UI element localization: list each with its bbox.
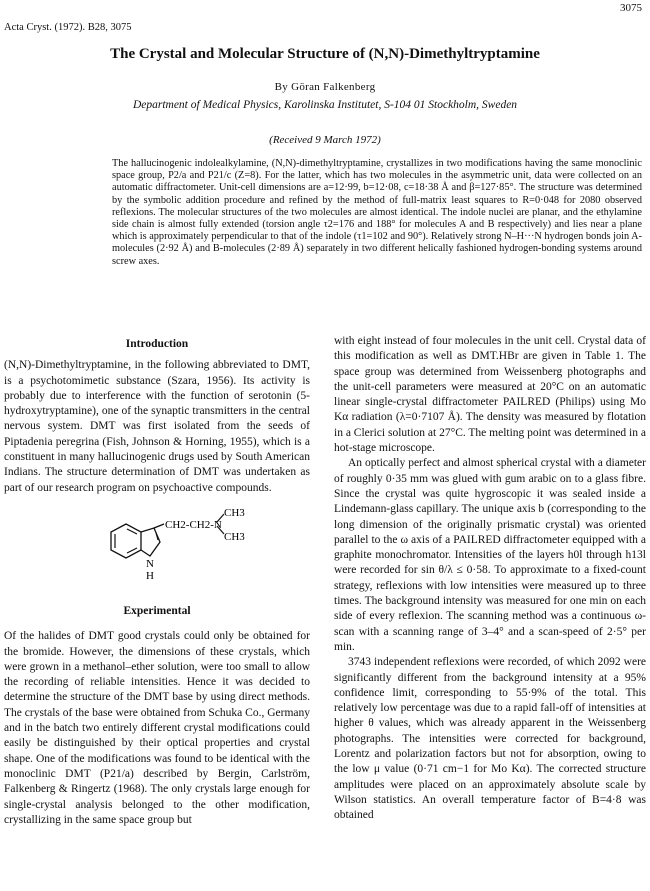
- affiliation: Department of Medical Physics, Karolinska Institutet, S-104 01 Stockholm, Sweden: [132, 99, 518, 111]
- methyl-label-bottom: CH3: [224, 530, 245, 543]
- received-date: (Received 9 March 1972): [269, 134, 381, 146]
- journal-citation: Acta Cryst. (1972). B28, 3075: [4, 22, 132, 33]
- author-line: By Göran Falkenberg: [274, 81, 376, 93]
- reflexion-statistics-paragraph: 3743 independent reflexions were recorded, of which 2092 were significantly different from the background intensity at a 95% confidence limit, corresponding to 55·9% of the total. This relatively low percentage was due to a rapid fall-off of intensities at higher θ values, which was already apparent in the Weissenberg photographs. The intensities were corrected for background, Lorentz and polarization factors but not for absorption, owing to the low μ value (0·71 cm−1 for Mo Kα). The corrected structure amplitudes were placed on an approximately absolute scale by Wilson statistics. An overall temperature factor of B=4·8 was obtained: [334, 656, 646, 822]
- side-chain-bond: [154, 524, 164, 528]
- abstract: The hallucinogenic indolealkylamine, (N,N)-dimethyltryptamine, crystallizes in two modifications having the same monoclinic space group, P2/a and P21/c (Z=8). For the latter, which has two molecules in the asymmetric unit, data were collected on an automatic diffractometer. Unit-cell dimensions are a=12·99, b=12·08, c=18·38 Å and β=127·85°. The structure was determined by the symbolic addition procedure and refined by the method of full-matrix least squares to R=0·048 for 2080 observed reflexions. The molecular structures of the two molecules are almost identical. The indole nuclei are planar, and the ethylamine side chain is almost fully extended (torsion angle τ2=176 and 188° for molecules A and B respectively) and lies near a plane which is approximately perpendicular to that of the indole (τ1=102 and 90°). Relatively strong N–H···N hydrogen bonds join A-molecules (2·92 Å) and B-molecules (2·89 Å) separately in two different helically fashioned hydrogen-bonding systems around screw axes.: [112, 158, 642, 267]
- side-chain-label: CH2-CH2-N: [165, 518, 222, 531]
- ring-nitrogen-label: N: [146, 557, 154, 570]
- methyl-label-top: CH3: [224, 506, 245, 519]
- right-column: [334, 334, 646, 824]
- ring-hydrogen-label: H: [146, 569, 154, 582]
- left-column: [4, 337, 310, 828]
- experimental-paragraph: Of the halides of DMT good crystals could only be obtained for the bromide. However, the dimensions of these crystals, which were grown in a methanol–ether solution, were too small to allow the recording of reliable intensities. Hence it was decided to determine the structure of the DMT base by using direct methods. The crystals of the base were obtained from Schuka Co., Germany and in the batch two entirely different crystal modifications could easily be distinguished by their optical properties and crystal shape. One of the modifications was found to be identical with the monoclinic DMT (P21/a) described by Bergin, Carlström, Falkenberg & Ringertz (1968). The only crystals large enough for single-crystal analysis belonged to the other modification, crystallizing in the same space group but: [4, 630, 310, 826]
- pyrrole-ring: [141, 528, 160, 556]
- structure-formula: [104, 504, 264, 590]
- page-number: 3075: [620, 2, 642, 14]
- experimental-heading: Experimental: [123, 604, 191, 617]
- paper-title: The Crystal and Molecular Structure of (N,N)-Dimethyltryptamine: [110, 46, 540, 62]
- introduction-paragraph: (N,N)-Dimethyltryptamine, in the following abbreviated to DMT, is a psychotomimetic substance (Szara, 1956). Its activity is probably due to interference with the function of serotonin (5-hydroxytryptamine), one of the synaptic transmitters in the central nervous system. DMT was first isolated from the seeds of Piptadenia peregrina (Fish, Johnson & Horning, 1955), which is a constituent in many hallucinogenic drugs used by South American Indians. The structure determination of DMT was undertaken as part of our research program on psychoactive compounds.: [4, 359, 310, 494]
- introduction-heading: Introduction: [125, 338, 189, 350]
- dmt-structure-diagram: [4, 504, 310, 590]
- crystal-data-paragraph: with eight instead of four molecules in the unit cell. Crystal data of this modification as well as DMT.HBr are given in Table 1. The space group was determined from Weissenberg photographs and the unit-cell parameters were measured at 20°C on an automatic linear single-crystal diffractometer PAILRED (Philips) using Mo Kα radiation (λ=0·7107 Å). The density was measured by flotation in a Clerici solution at 27°C. The melting point was determined in a hot-stage microscope.: [334, 335, 646, 455]
- data-collection-paragraph: An optically perfect and almost spherical crystal with a diameter of roughly 0·35 mm was glued with gum arabic on to a glass fibre. Since the crystal was quite hygroscopic it was sealed inside a Lindemann-glass capillary. The unique axis b (corresponding to the long dimension of the originally prismatic crystal) was oriented parallel to the ω axis of a PAILRED diffractometer equipped with a graphite monochromator. Intensities of the layers h0l through h13l were recorded for sin θ/λ ≤ 0·58. To approximate to a fixed-count strategy, reflexions with low intensities were measured up to three times. The background intensity was measured for one min on each side of every reflexion. The scanning method was a continuous ω-scan with a scanning range of 3–4° and a scan-speed of 2·5° per min.: [334, 457, 646, 653]
